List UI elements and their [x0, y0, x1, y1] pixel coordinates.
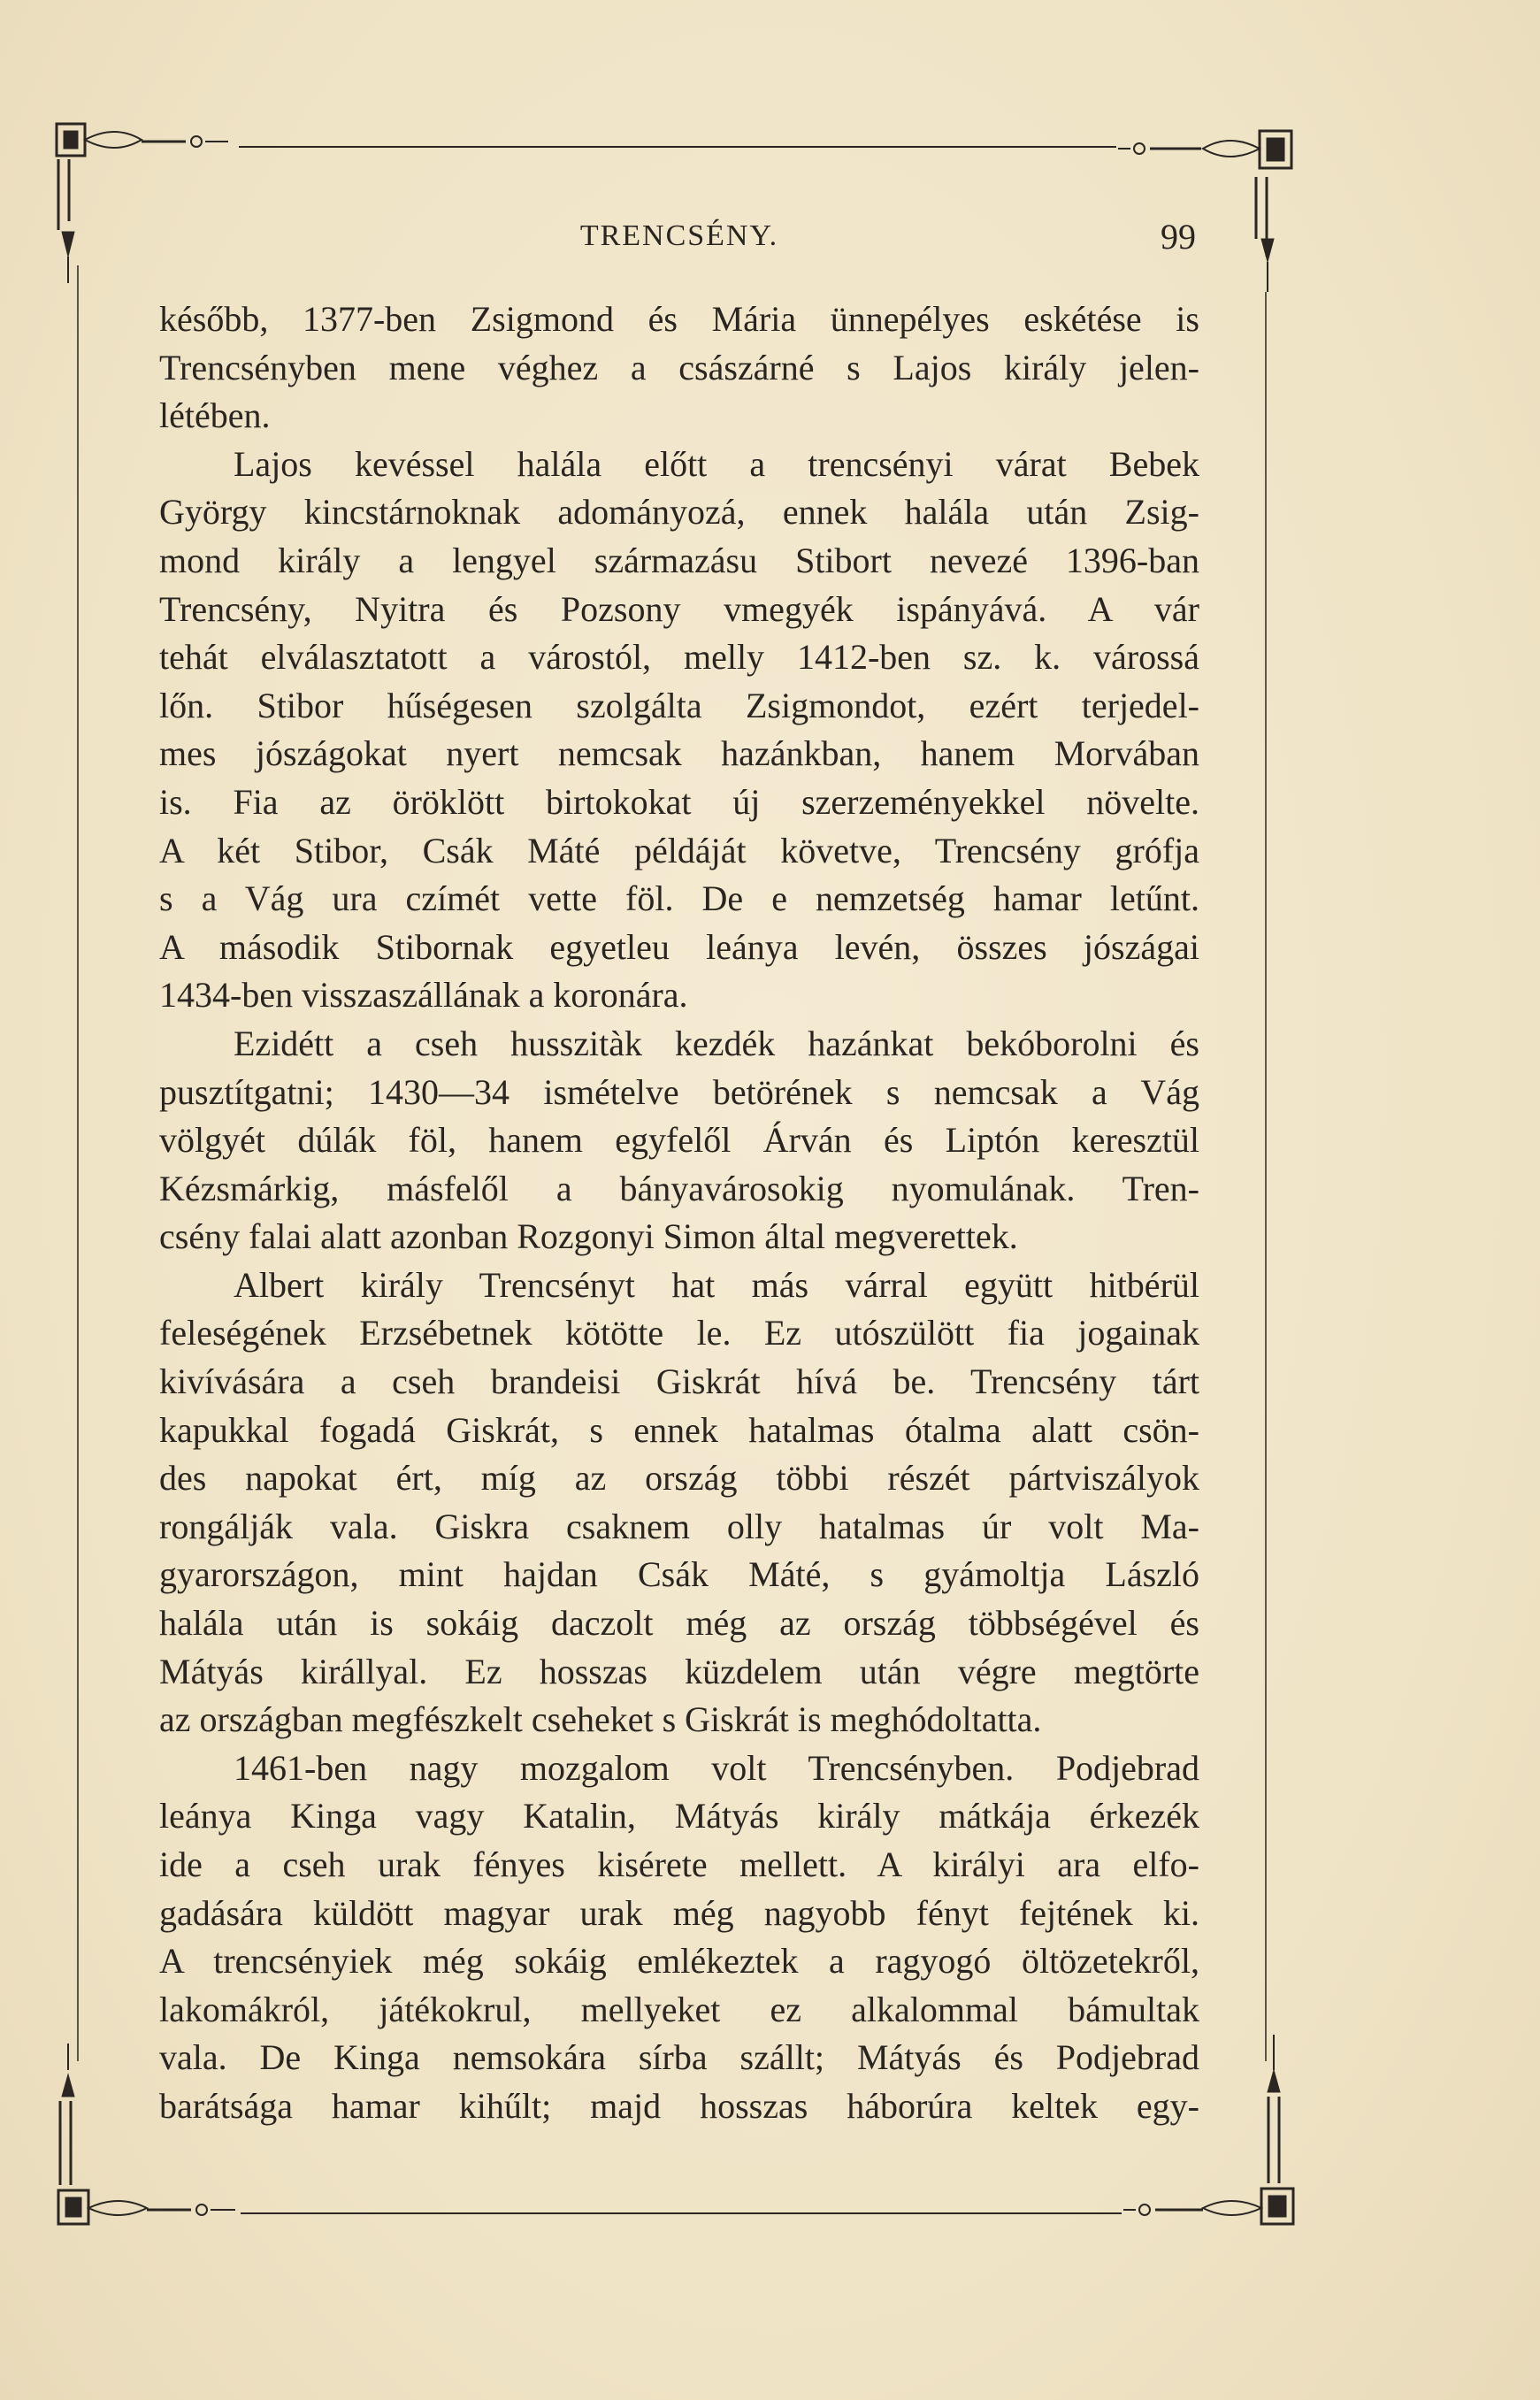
text-line: Lajos kevéssel halála előtt a trencsényi várat Bebek [234, 443, 1199, 484]
text-line: Kézsmárkig, másfelől a bányavárosokig nyomulának. Tren- [159, 1168, 1199, 1208]
text-line: kapukkal fogadá Giskrát, s ennek hatalmas ótalma alatt csön- [159, 1409, 1199, 1450]
running-title: TRENCSÉNY. [579, 219, 779, 252]
text-line: A trencsényiek még sokáig emlékeztek a ragyogó öltözetekről, [159, 1941, 1199, 1982]
text-line: mond király a lengyel származásu Stibort nevezé 1396-ban [159, 540, 1199, 580]
text-line: s a Vág ura czímét vette föl. De e nemzetség hamar letűnt. [159, 878, 1199, 919]
text-line: lakomákról, játékokrul, mellyeket ez alkalommal bámultak [159, 1989, 1199, 2029]
text-line: kivívására a cseh brandeisi Giskrát hívá be. Trencsény tárt [159, 1361, 1199, 1402]
text-line: vala. De Kinga nemsokára sírba szállt; Mátyás és Podjebrad [159, 2037, 1199, 2078]
paragraph [159, 441, 1199, 1020]
text-line: Albert király Trencsényt hat más várral együtt hitbérül [234, 1264, 1199, 1305]
corner-ornament-top-right [1118, 131, 1291, 292]
text-line: halála után is sokáig daczolt még az ország többségével és [159, 1603, 1199, 1644]
paragraph [159, 295, 1199, 441]
text-line: tehát elválasztatott a várostól, melly 1412-ben sz. k. várossá [159, 637, 1199, 678]
text-line: Ezidétt a cseh husszitàk kezdék hazánkat bekóborolni és [234, 1023, 1199, 1063]
paragraph [159, 1744, 1199, 2131]
text-line: feleségének Erzsébetnek kötötte le. Ez utószülött fia jogainak [159, 1313, 1199, 1353]
text-line: A második Stibornak egyetleu leánya levén, összes jószágai [159, 926, 1199, 967]
text-line: rongálják vala. Giskra csaknem olly hatalmas úr volt Ma- [159, 1506, 1199, 1546]
text-line: des napokat ért, míg az ország többi részét pártviszályok [159, 1458, 1199, 1499]
text-line: gyarországon, mint hajdan Csák Máté, s gyámoltja László [159, 1554, 1199, 1595]
text-line: A két Stibor, Csák Máté példáját követve, Trencsény grófja [159, 830, 1199, 870]
text-line: barátsága hamar kihűlt; majd hosszas háborúra keltek egy- [159, 2085, 1199, 2126]
page-number: 99 [1161, 217, 1196, 257]
text-line: ide a cseh urak fényes kisérete mellett. A királyi ara elfo- [159, 1844, 1199, 1884]
text-line: létében. [159, 395, 271, 436]
text-line: is. Fia az öröklött birtokokat új szerzeményekkel növelte. [159, 781, 1199, 822]
text-line: 1434-ben visszaszállának a koronára. [159, 975, 688, 1016]
text-line: az országban megfészkelt cseheket s Giskrát is meghódoltatta. [159, 1699, 1042, 1740]
text-line: csény falai alatt azonban Rozgonyi Simon által megverettek. [159, 1216, 1018, 1257]
text-line: Trencsényben mene véghez a császárné s Lajos király jelen- [159, 347, 1199, 387]
text-line: később, 1377-ben Zsigmond és Mária ünnepélyes eskétése is [159, 299, 1199, 339]
paragraph [159, 1020, 1199, 1261]
text-line: gadására küldött magyar urak még nagyobb fényt fejtének ki. [159, 1892, 1199, 1933]
page-header [159, 219, 1199, 255]
paragraph [159, 1261, 1199, 1744]
text-line: György kincstárnoknak adományozá, ennek halála után Zsig- [159, 492, 1199, 533]
corner-ornament-top-left [57, 124, 228, 283]
text-line: pusztítgatni; 1430—34 ismételve betörének s nemcsak a Vág [159, 1071, 1199, 1112]
text-line: mes jószágokat nyert nemcsak hazánkban, hanem Morvában [159, 733, 1199, 774]
text-line: Trencsény, Nyitra és Pozsony vmegyék ispányává. A vár [159, 588, 1199, 629]
body-text [159, 295, 1199, 2131]
text-line: 1461-ben nagy mozgalom volt Trencsényben. Podjebrad [234, 1747, 1199, 1788]
text-line: Mátyás királlyal. Ez hosszas küzdelem után végre megtörte [159, 1651, 1199, 1691]
text-line: lőn. Stibor hűségesen szolgálta Zsigmondot, ezért terjedel- [159, 685, 1199, 725]
text-line: leánya Kinga vagy Katalin, Mátyás király mátkája érkezék [159, 1796, 1199, 1836]
text-line: völgyét dúlák föl, hanem egyfelől Árván és Liptón keresztül [159, 1120, 1199, 1161]
